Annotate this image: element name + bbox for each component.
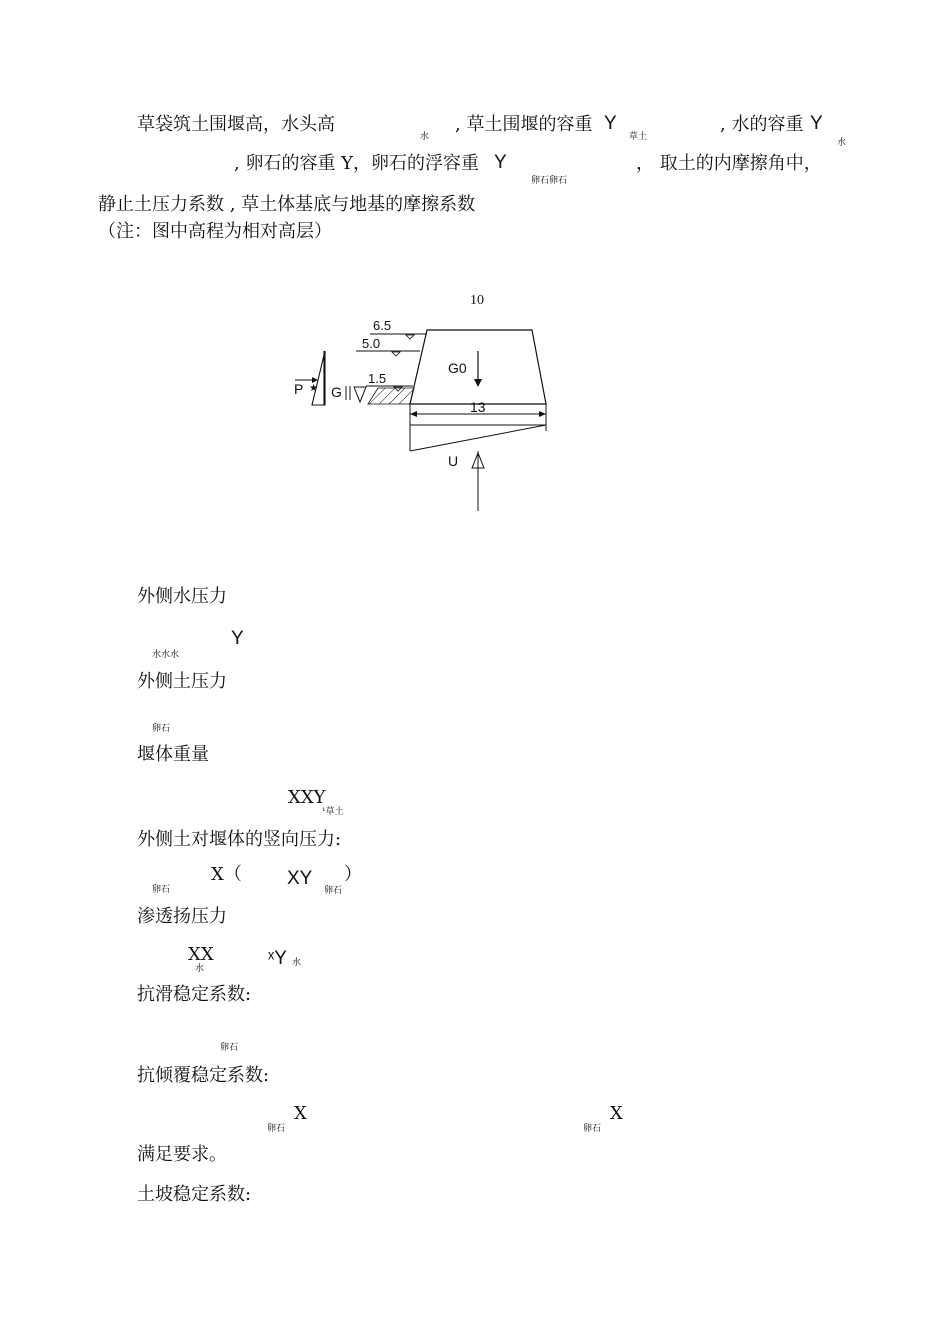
formula-subscript: 水 (292, 958, 302, 968)
intro-line-2-b: ， 取土的内摩擦角中， (636, 153, 822, 174)
section-heading: 外侧水压力 (137, 586, 227, 607)
intro-sub-water-2: 水 (837, 138, 847, 148)
water-pressure-marker-icon: ★ (309, 383, 318, 394)
formula-text: X (610, 1103, 623, 1124)
base-width-label: 13 (470, 399, 486, 415)
section-heading: 渗透扬压力 (137, 906, 227, 927)
requirement-met-text: 满足要求。 (137, 1144, 227, 1165)
water-level-marker-icon (392, 352, 400, 356)
formula-subscript: 水 (195, 964, 205, 974)
formula-subscript: 卵石 (152, 724, 171, 734)
formula-text: ˣY (268, 948, 287, 969)
section-heading: 抗滑稳定系数: (137, 984, 252, 1005)
water-pressure-label-p: P (294, 381, 304, 397)
formula-subscript: 卵石 (583, 1124, 602, 1134)
formula-text: XXY (288, 787, 326, 808)
elevation-label-top: 6.5 (373, 318, 392, 333)
section-heading: 堰体重量 (137, 744, 209, 765)
intro-line-1-a: 草袋筑土围堰高，水头高 (137, 114, 335, 135)
top-width-label: 10 (470, 293, 484, 308)
foundation-soil-hatch (368, 388, 414, 404)
gamma-symbol: Y (810, 113, 823, 134)
water-level-marker-icon (406, 335, 414, 339)
soil-pressure-triangle (354, 387, 366, 402)
section-heading: 外侧土对堰体的竖向压力: (137, 829, 342, 850)
dimension-arrow-left-icon (410, 411, 417, 417)
formula-subscript: 卵石 (152, 885, 171, 895)
intro-note: （注：图中高程为相对高层） (98, 221, 332, 242)
cofferdam-diagram (280, 285, 570, 517)
intro-sub-water-1: 水 (420, 132, 430, 142)
formula-text: XX (188, 944, 214, 965)
gamma-symbol: Y (494, 152, 507, 173)
formula-subscript: ¹草土 (322, 807, 344, 817)
formula-subscript: 卵石 (267, 1124, 286, 1134)
weight-arrow-icon (474, 379, 482, 387)
formula-subscript: 卵石 (324, 886, 343, 896)
soil-pressure-label-g: G (331, 384, 342, 400)
uplift-slope-line (410, 425, 546, 451)
formula-text: X (294, 1103, 307, 1124)
intro-line-1-c: , 水的容重 (720, 114, 804, 135)
elevation-label-mid: 5.0 (362, 336, 381, 351)
section-heading: 土坡稳定系数: (137, 1184, 252, 1205)
weight-label-g0: G0 (448, 360, 467, 376)
formula-text: X（ (211, 864, 242, 885)
intro-line-3: 静止土压力系数 , 草土体基底与地基的摩擦系数 (98, 194, 476, 215)
formula-text: ） (344, 864, 362, 885)
gamma-symbol: Y (604, 113, 617, 134)
elevation-label-low: 1.5 (368, 371, 387, 386)
section-heading: 抗倾覆稳定系数: (137, 1065, 270, 1086)
formula-subscript: 卵石 (220, 1043, 239, 1053)
intro-sub-grass-soil: 草土 (629, 132, 648, 142)
intro-line-2-a: , 卵石的容重 Y，卵石的浮容重 (234, 153, 480, 174)
intro-sub-pebble: 卵石卵石 (531, 176, 568, 186)
dimension-arrow-right-icon (539, 411, 546, 417)
formula-subscript: 水水水 (152, 650, 180, 660)
intro-line-1-b: , 草土围堰的容重 (455, 114, 593, 135)
uplift-label-u: U (448, 453, 459, 469)
section-heading: 外侧土压力 (137, 671, 227, 692)
formula-text: Y (231, 628, 244, 649)
formula-text: XY (287, 868, 313, 889)
